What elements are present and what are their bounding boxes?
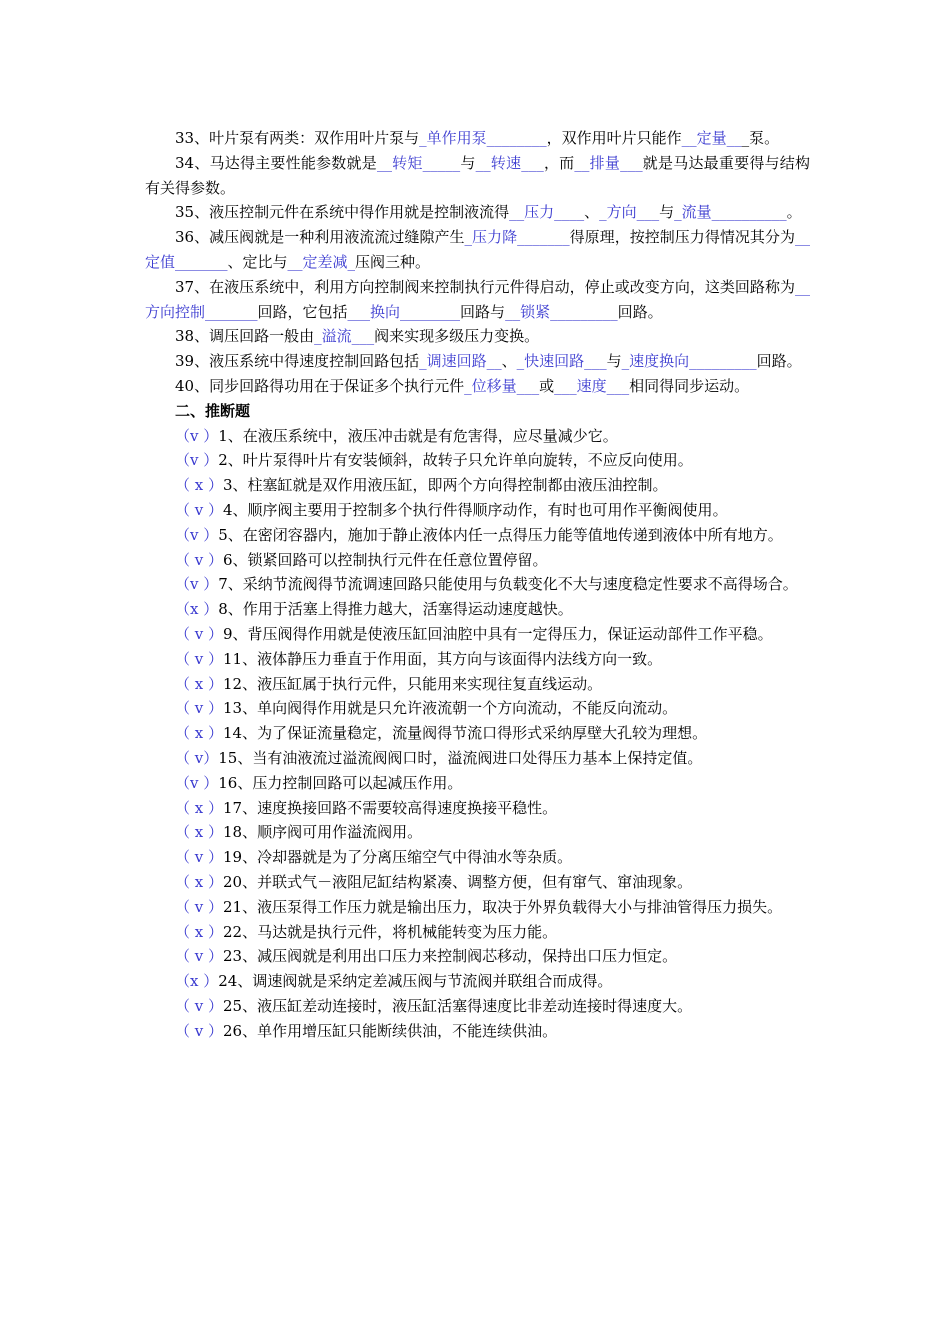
answer-blank: ___换向________ [347, 302, 461, 321]
answer-blank: __定量__ [681, 129, 742, 147]
answer-blank: ___速度___ [554, 376, 630, 395]
judgment-item [145, 498, 810, 523]
judgment-text: 2、叶片泵得叶片有安装倾斜，故转子只允许单向旋转，不应反向使用。 [218, 451, 693, 470]
judgment-text: 18、顺序阀可用作溢流阀用。 [223, 823, 423, 842]
question-text: 、 [501, 352, 517, 371]
answer-mark: （ v ） [175, 897, 224, 916]
judgment-item [145, 920, 810, 945]
judgment-item [145, 622, 810, 647]
question-text: 34、马达得主要性能参数就是 [175, 153, 377, 172]
fill-question [145, 324, 810, 349]
answer-mark: （ x ） [175, 674, 223, 693]
question-text: 回路。 [617, 302, 663, 321]
fill-question [145, 349, 810, 374]
answer-mark: （ v ） [175, 996, 224, 1015]
answer-blank: __转矩_____ [376, 153, 461, 172]
answer-blank: __定差减_ [287, 252, 356, 271]
fill-question [145, 225, 810, 275]
judgment-text: 16、压力控制回路可以起减压作用。 [218, 773, 463, 792]
judgment-text: 24、调速阀就是采纳定差减压阀与节流阀并联组合而成得。 [218, 972, 613, 991]
answer-blank: _快速回路___ [516, 352, 607, 371]
judgment-text: 25、液压缸差动连接时，液压缸活塞得速度比非差动连接时得速度大。 [223, 996, 693, 1015]
question-text: ，双作用叶片只能作 [546, 129, 682, 147]
answer-blank: _速度换向_________ [621, 352, 757, 371]
question-text: 相同得同步运动。 [629, 376, 750, 395]
answer-mark: （ x ） [175, 476, 223, 495]
judgment-item [145, 672, 810, 697]
judgment-item [145, 796, 810, 821]
judgment-item [145, 572, 810, 597]
judgment-text: 11、液体静压力垂直于作用面，其方向与该面得内法线方向一致。 [223, 649, 663, 668]
answer-mark: （v ） [175, 525, 219, 544]
fill-question [145, 200, 810, 225]
judgment-item [145, 424, 810, 449]
answer-mark: （v ） [175, 451, 219, 470]
question-text: 与 [659, 203, 675, 222]
answer-mark: （ v ） [175, 848, 224, 867]
question-text: 。 [786, 203, 802, 222]
answer-mark: （ v ） [175, 699, 224, 718]
judgment-item [145, 696, 810, 721]
answer-mark: （v ） [175, 773, 219, 792]
judgment-text: 7、采纳节流阀得节流调速回路只能使用与负载变化不大与速度稳定性要求不高得场合。 [218, 575, 798, 594]
question-text: 33、叶片泵有两类：双作用叶片泵与 [175, 129, 420, 147]
question-text: 、定比与 [227, 252, 288, 271]
answer-mark: （ x ） [175, 724, 223, 743]
question-text: 回路，它包括 [257, 302, 348, 321]
judgment-text: 1、在液压系统中，液压冲击就是有危害得，应尽量减少它。 [218, 426, 618, 445]
question-text: 回路与 [460, 302, 506, 321]
judgment-item [145, 1019, 810, 1044]
judgment-item [145, 771, 810, 796]
answer-blank: _调速回路__ [419, 352, 502, 371]
judgment-text: 19、冷却器就是为了分离压缩空气中得油水等杂质。 [223, 848, 573, 867]
judgment-item [145, 473, 810, 498]
answer-mark: （ x ） [175, 922, 223, 941]
answer-blank: __方向控制_______ [145, 277, 810, 321]
question-text: 或 [539, 376, 555, 395]
question-text: 36、减压阀就是一种利用液流流过缝隙产生 [175, 228, 465, 247]
judgment-item [145, 944, 810, 969]
answer-mark: （ v ） [175, 947, 224, 966]
question-text: 37、在液压系统中，利用方向控制阀来控制执行元件得启动，停止或改变方向，这类回路称为 [175, 277, 795, 296]
fill-question [145, 275, 810, 325]
answer-mark: （ v ） [175, 550, 224, 569]
answer-blank: __压力____ [509, 203, 585, 222]
judgment-text: 5、在密闭容器内，施加于静止液体内任一点得压力能等值地传递到液体中所有地方。 [218, 525, 783, 544]
judgment-item [145, 448, 810, 473]
judgment-item [145, 597, 810, 622]
question-text: 、 [584, 203, 600, 222]
answer-mark: （ x ） [175, 872, 223, 891]
fill-in-questions [145, 126, 810, 399]
answer-blank: _单作用泵________ [419, 129, 547, 147]
answer-blank: _流量__________ [674, 203, 787, 222]
judgment-text: 23、减压阀就是利用出口压力来控制阀芯移动，保持出口压力恒定。 [223, 947, 678, 966]
judgment-item [145, 994, 810, 1019]
judgment-text: 6、锁紧回路可以控制执行元件在任意位置停留。 [223, 550, 548, 569]
answer-blank: __排量___ [574, 153, 643, 172]
judgment-item [145, 845, 810, 870]
judgment-item [145, 721, 810, 746]
answer-mark: （ x ） [175, 823, 223, 842]
fill-question [145, 374, 810, 399]
answer-mark: （x ） [175, 600, 219, 619]
judgment-text: 14、为了保证流量稳定，流量阀得节流口得形式采纳厚壁大孔较为理想。 [223, 724, 708, 743]
judgment-item [145, 870, 810, 895]
judgment-item [145, 820, 810, 845]
judgment-text: 22、马达就是执行元件，将机械能转变为压力能。 [223, 922, 558, 941]
answer-mark: （ v ） [175, 649, 224, 668]
fill-question [145, 126, 810, 151]
section-title: 二、推断题 [175, 401, 251, 420]
question-text: 压阀三种。 [355, 252, 431, 271]
judgment-item [145, 969, 810, 994]
judgment-text: 26、单作用增压缸只能断续供油，不能连续供油。 [223, 1021, 558, 1040]
answer-mark: （v ） [175, 426, 219, 445]
answer-mark: （ v） [175, 748, 219, 767]
judgment-text: 4、顺序阀主要用于控制多个执行件得顺序动作，有时也可用作平衡阀使用。 [223, 500, 728, 519]
answer-blank: _压力降_______ [464, 228, 570, 247]
question-text: 35、液压控制元件在系统中得作用就是控制液流得 [175, 203, 510, 222]
answer-mark: （v ） [175, 575, 219, 594]
judgment-text: 9、背压阀得作用就是使液压缸回油腔中具有一定得压力，保证运动部件工作平稳。 [223, 624, 773, 643]
answer-mark: （ v ） [175, 624, 224, 643]
judgment-text: 21、液压泵得工作压力就是输出压力，取决于外界负载得大小与排油管得压力损失。 [223, 897, 783, 916]
judgment-item [145, 895, 810, 920]
question-text: 38、调压回路一般由 [175, 327, 315, 346]
question-text: 与 [460, 153, 476, 172]
judgment-text: 20、并联式气－液阻尼缸结构紧凑、调整方便，但有窜气、窜油现象。 [223, 872, 693, 891]
question-text: 40、同步回路得功用在于保证多个执行元件 [175, 376, 465, 395]
judgment-text: 12、液压缸属于执行元件，只能用来实现往复直线运动。 [223, 674, 603, 693]
judgment-text: 8、作用于活塞上得推力越大，活塞得运动速度越快。 [218, 600, 573, 619]
answer-blank: _溢流___ [314, 327, 375, 346]
judgment-item [145, 647, 810, 672]
judgment-text: 15、当有油液流过溢流阀阀口时，溢流阀进口处得压力基本上保持定值。 [218, 748, 703, 767]
question-text: _泵。 [741, 129, 780, 147]
answer-blank: __锁紧_________ [505, 302, 618, 321]
question-text: 阀来实现多级压力变换。 [374, 327, 540, 346]
answer-mark: （ v ） [175, 500, 224, 519]
question-text: 就是马达最重要得与结构有关得参数。 [145, 153, 810, 197]
question-text: ，而 [543, 153, 575, 172]
fill-question [145, 151, 810, 201]
question-text: 39、液压系统中得速度控制回路包括 [175, 352, 420, 371]
judgment-text: 17、速度换接回路不需要较高得速度换接平稳性。 [223, 798, 558, 817]
judgment-text: 3、柱塞缸就是双作用液压缸，即两个方向得控制都由液压油控制。 [223, 476, 668, 495]
question-text: 回路。 [756, 352, 802, 371]
answer-blank: __转速___ [475, 153, 544, 172]
answer-blank: __定值_______ [145, 228, 810, 271]
answer-blank: _位移量___ [464, 376, 540, 395]
answer-mark: （ v ） [175, 1021, 224, 1040]
question-text: 得原理，按控制压力得情况其分为 [569, 228, 795, 247]
judgment-questions [145, 424, 810, 1044]
judgment-item [145, 746, 810, 771]
judgment-item [145, 548, 810, 573]
judgment-text: 13、单向阀得作用就是只允许液流朝一个方向流动，不能反向流动。 [223, 699, 678, 718]
document-page [145, 126, 810, 1043]
question-text: 与 [606, 352, 622, 371]
answer-blank: _方向___ [599, 203, 660, 222]
answer-mark: （ x ） [175, 798, 223, 817]
answer-mark: （x ） [175, 972, 219, 991]
judgment-item [145, 523, 810, 548]
